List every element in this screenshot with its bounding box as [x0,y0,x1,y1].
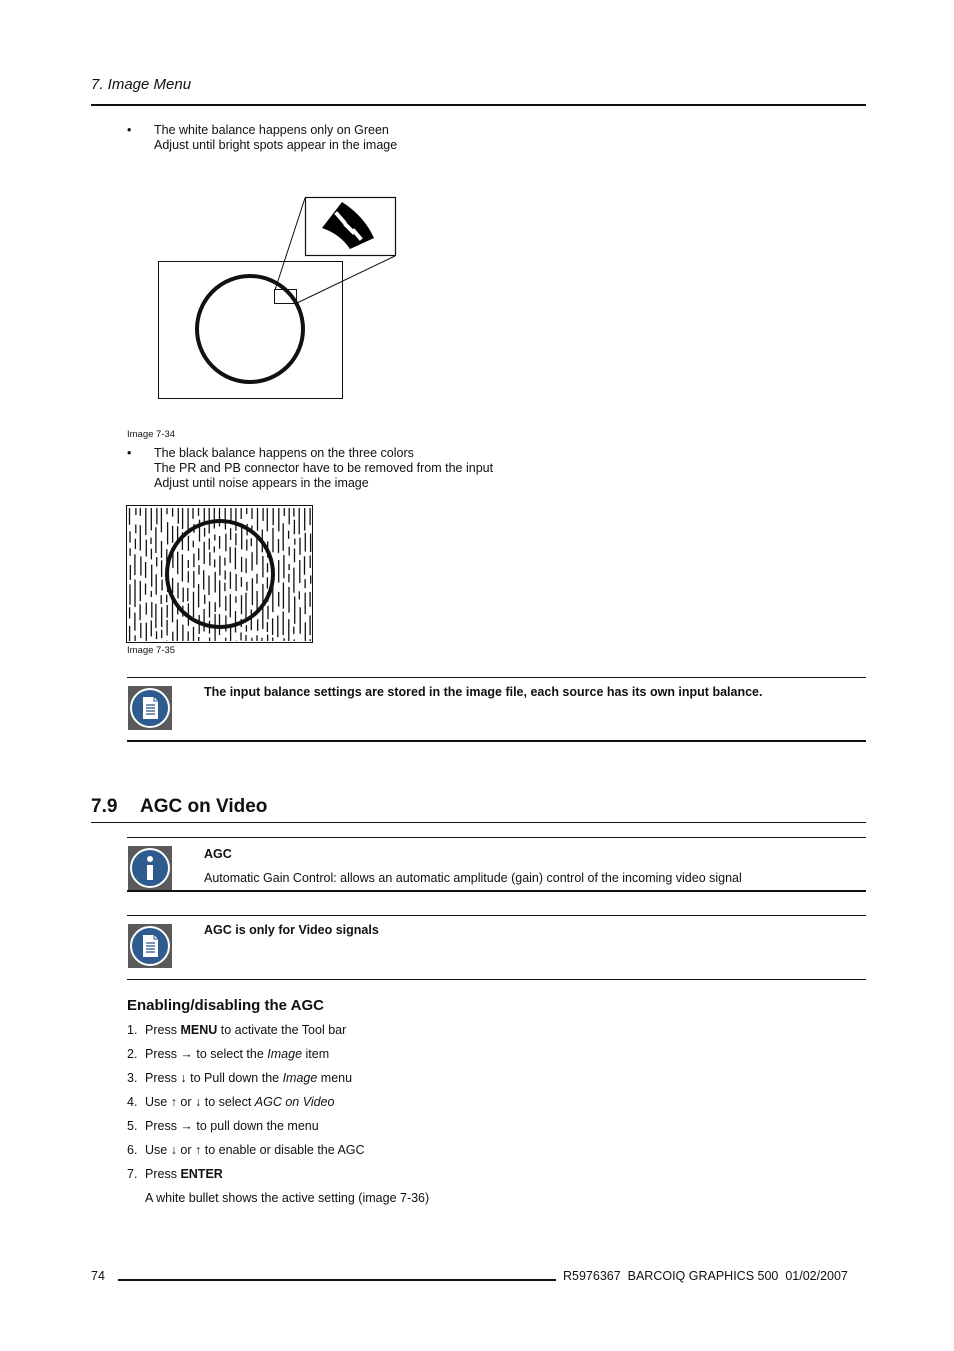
info-text: Automatic Gain Control: allows an automatic amplitude (gain) control of the incoming video signal [204,871,742,885]
step-result: A white bullet shows the active setting (image 7-36) [145,1191,430,1205]
black-balance-line-1: The black balance happens on the three colors [154,446,414,460]
section-title: AGC on Video [140,796,268,817]
footer-doc-info: R5976367 BARCOIQ GRAPHICS 500 01/02/2007 [563,1269,848,1283]
white-balance-figure [150,192,410,404]
info-title: AGC [204,847,232,861]
note-agc-video-text: AGC is only for Video signals [204,923,379,937]
step-item: 3. Press ↓ to Pull down the Image menu [127,1071,353,1085]
step-item: 5. Press → to pull down the menu [127,1119,319,1133]
chapter-header: 7. Image Menu [91,76,192,93]
bullet-mark: • [127,446,132,460]
info-top-rule [127,837,866,838]
figure-caption-7-34: Image 7-34 [127,429,176,440]
info-icon [128,846,172,890]
note-top-rule [127,677,866,678]
white-balance-line-1: The white balance happens only on Green [154,123,389,137]
step-item: 2. Press → to select the Image item [127,1047,330,1061]
white-balance-line-2: Adjust until bright spots appear in the image [154,138,398,152]
black-balance-line-3: Adjust until noise appears in the image [154,476,369,490]
note-icon [128,686,172,730]
info-bottom-rule [127,890,866,892]
step-item: 1. Press MENU to activate the Tool bar [127,1023,347,1037]
section-number: 7.9 [91,796,118,817]
header-rule [91,104,866,106]
section-rule [91,822,866,823]
figure-caption-7-35: Image 7-35 [127,645,176,656]
white-balance-bullet [127,123,398,153]
step-item: 4. Use ↑ or ↓ to select AGC on Video [127,1095,335,1109]
bullet-mark: • [127,123,132,137]
note-input-balance-text: The input balance settings are stored in the image file, each source has its own input balance. [204,685,763,699]
page-number: 74 [91,1269,105,1283]
black-balance-bullet [127,446,494,491]
note-bottom-rule [127,740,866,742]
footer-rule [118,1279,556,1281]
section-heading [91,796,267,818]
step-item: 7. Press ENTER [127,1167,223,1181]
step-item: 6. Use ↓ or ↑ to enable or disable the AGC [127,1143,365,1157]
note-icon [128,924,172,968]
note2-bottom-rule [127,979,866,980]
procedure-title: Enabling/disabling the AGC [127,997,324,1014]
black-balance-figure [126,505,314,644]
black-balance-line-2: The PR and PB connector have to be removed from the input [154,461,494,475]
note2-top-rule [127,915,866,916]
